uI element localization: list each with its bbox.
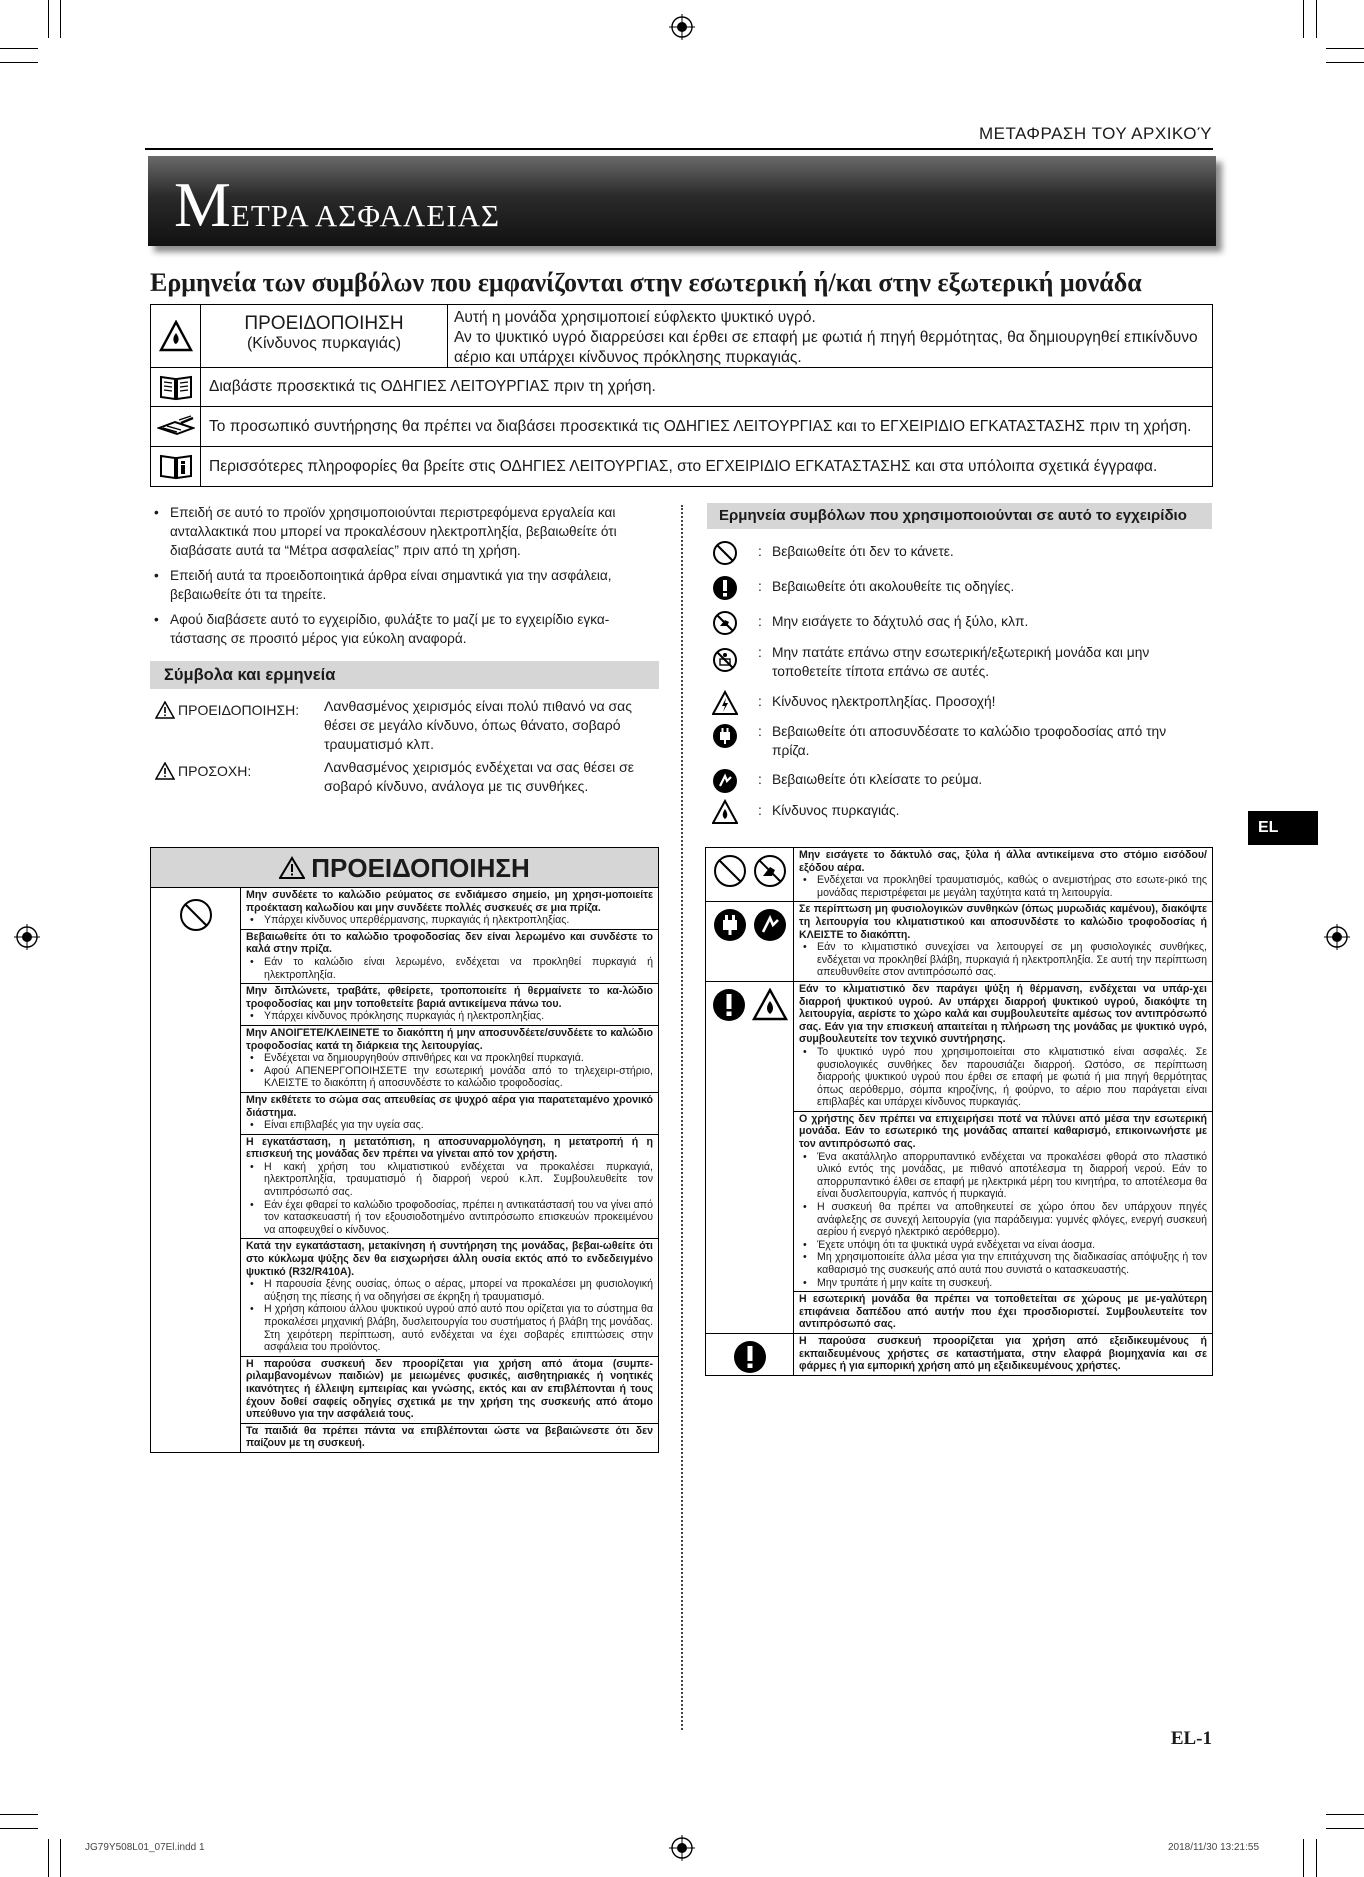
cell-heading: Κατά την εγκατάσταση, μετακίνηση ή συντήρηση της μονάδας, βεβαι-ωθείτε ότι στο κύκλωμα ψύξης δεν θα εισχωρήσει άλλη ουσία εκτός από το ενδεδειγμένο ψυκτικό (R32/R410A). (246, 1240, 653, 1278)
row-cells (794, 902, 1212, 981)
row-cells (794, 848, 1212, 901)
warning-table-header (151, 848, 658, 888)
symbols-section-title: Σύμβολα και ερμηνεία (150, 661, 659, 689)
warning-sublabel: (Κίνδυνος πυρκαγιάς) (246, 335, 402, 352)
crop-mark (48, 0, 49, 38)
title-rest: ΕΤΡΑ ΑΣΦΑΛΕΙΑΣ (230, 198, 501, 233)
registration-mark-icon (669, 1835, 695, 1861)
prohibited-icon (712, 540, 738, 566)
warning-term: ΠΡΟΕΙΔΟΠΟΙΗΣΗ: (178, 702, 300, 718)
cell-bullet: • Η συσκευή θα πρέπει να αποθηκευτεί σε χώρο όπου δεν υπάρχουν πηγές ανάφλεξης σε συνεχή λειτουργία (για παράδειγμα: γυμνές φλόγες, ενεργή συσκευή αερίου ή ενεργό ηλεκτρικό αερόθερμο). (799, 1201, 1207, 1239)
mandatory-icon (733, 1340, 767, 1374)
list-item: • Αφού διαβάσετε αυτό το εγχειρίδιο, φυλάξτε το μαζί με το εγχειρίδιο εγκα-τάστασης σε προσιτό μέρος για εύκολη αναφορά. (150, 610, 660, 648)
cell-bullet: • Εάν το καλώδιο είναι λερωμένο, ενδέχεται να προκληθεί πυρκαγιά ή ηλεκτροπληξία. (246, 956, 653, 981)
electric-shock-icon (712, 690, 738, 716)
page-title (174, 168, 500, 242)
cell-bullet: • Η κακή χρήση του κλιματιστικού ενδέχεται να προκαλέσει πυρκαγιά, ηλεκτροπληξία, τραυματισμό ή διαρροή νερού κ.λπ. Συμβουλευθείτε τον αντιπρόσωπό σας. (246, 1161, 653, 1199)
cell-bullet: • Υπάρχει κίνδυνος υπερθέρμανσης, πυρκαγιάς ή ηλεκτροπληξίας. (246, 914, 653, 927)
row-icons (706, 1334, 794, 1375)
no-finger-icon (753, 854, 787, 888)
row-icons (706, 982, 794, 1333)
cell-heading: Μην εκθέτετε το σώμα σας απευθείας σε ψυχρό αέρα για παρατεταμένο χρονικό διάστημα. (246, 1093, 653, 1119)
fire-hazard-icon (752, 988, 788, 1022)
language-tab: EL (1248, 811, 1318, 845)
power-off-icon (753, 908, 787, 942)
manual-symbols-title: Ερμηνεία συμβόλων που χρησιμοποιούνται σε αυτό το εγχειρίδιο (707, 503, 1212, 529)
symbol-row-warning (151, 305, 1212, 367)
symbol-meaning: Κίνδυνος πυρκαγιάς. (772, 803, 900, 818)
cell-bullet: • Υπάρχει κίνδυνος πρόκλησης πυρκαγιάς ή ηλεκτροπληξίας. (246, 1010, 653, 1023)
service-manual-icon (151, 407, 201, 446)
table-cell (794, 848, 1212, 901)
column-divider (681, 505, 683, 1730)
footer-date: 2018/11/30 13:21:55 (1168, 1842, 1260, 1853)
mandatory-icon (712, 988, 746, 1022)
table-cell (241, 983, 658, 1025)
fire-hazard-icon (712, 799, 738, 825)
crop-mark (1316, 0, 1317, 38)
cell-bullet: • Είναι επιβλαβές για την υγεία σας. (246, 1119, 653, 1132)
prohibited-icon (179, 898, 213, 932)
symbol-row-service (151, 406, 1212, 446)
caution-definition: Λανθασμένος χειρισμός ενδέχεται να σας θέσει σε σοβαρό κίνδυνο, ανάλογα με τις συνθήκες. (324, 759, 635, 794)
crop-mark (1326, 62, 1364, 63)
cell-bullet: • Έχετε υπόψη ότι τα ψυκτικά υγρά ενδέχεται να είναι άοσμα. (799, 1239, 1207, 1252)
warning-triangle-icon (155, 701, 175, 719)
table-row (706, 1333, 1212, 1375)
cell-bullet: • Εάν έχει φθαρεί το καλώδιο τροφοδοσίας, πρέπει η αντικατάστασή του να γίνει από τον κατασκευαστή ή τον εξουσιοδοτημένο αντιπρόσωπο επισκευών προκειμένου να αποφευχθεί ο κίνδυνος. (246, 1199, 653, 1237)
crop-mark (1326, 1828, 1364, 1829)
no-step-icon (712, 647, 738, 673)
warning-description (448, 305, 1212, 367)
fire-warning-icon (151, 305, 201, 367)
symbol-meaning: Βεβαιωθείτε ότι δεν το κάνετε. (772, 544, 954, 559)
table-row (706, 901, 1212, 981)
table-cell (241, 1092, 658, 1134)
table-cell (241, 1238, 658, 1355)
symbol-row-manual (151, 367, 1212, 406)
cell-heading: Βεβαιωθείτε ότι το καλώδιο τροφοδοσίας δεν είναι λερωμένο και συνδέστε το καλά στην πρίζα. (246, 930, 653, 956)
list-item: • Επειδή σε αυτό το προϊόν χρησιμοποιούνται περιστρεφόμενα εργαλεία και ανταλλακτικά που μπορεί να προκαλέσουν ηλεκτροπληξία, βεβαιωθείτε ότι διαβάσατε αυτά τα “Μέτρα ασφαλείας” πριν από τη χρήση. (150, 503, 660, 560)
cell-heading: Η εσωτερική μονάδα θα πρέπει να τοποθετείται σε χώρους με με-γαλύτερη επιφάνεια δαπέδου από αυτήν που έχει προσδιοριστεί. Συμβουλευτείτε τον αντιπρόσωπό σας. (799, 1293, 1207, 1331)
cell-bullet: • Ενδέχεται να προκληθεί τραυματισμός, καθώς ο ανεμιστήρας στο εσωτε-ρικό της μονάδας περιστρέφεται με μεγάλη ταχύτητα κατά τη λειτουργία. (799, 874, 1207, 899)
crop-mark (48, 1839, 49, 1877)
table-cell (241, 888, 658, 929)
crop-mark (1303, 0, 1304, 38)
right-warning-table (705, 847, 1213, 1376)
symbol-meaning: Βεβαιωθείτε ότι κλείσατε το ρεύμα. (772, 772, 983, 787)
caution-triangle-icon (155, 762, 175, 780)
registration-mark-icon (669, 14, 695, 40)
symbol-meaning: Βεβαιωθείτε ότι ακολουθείτε τις οδηγίες. (772, 579, 1015, 594)
symbol-meaning: Μην εισάγετε το δάχτυλό σας ή ξύλο, κλπ. (772, 614, 1029, 629)
warning-table (150, 847, 659, 1453)
warning-line-1: Αυτή η μονάδα χρησιμοποιεί εύφλεκτο ψυκτικό υγρό. (454, 309, 816, 326)
cell-heading: Μην διπλώνετε, τραβάτε, φθείρετε, τροποποιείτε ή θερμαίνετε το κα-λώδιο τροφοδοσίας και μην τοποθετείτε βαριά αντικείμενα πάνω του. (246, 985, 653, 1010)
table-cell (794, 982, 1212, 1111)
cell-heading: Μην εισάγετε το δάκτυλό σας, ξύλα ή άλλα αντικείμενα στο στόμιο εισόδου/εξόδου αέρα. (799, 849, 1207, 874)
crop-mark (1303, 1839, 1304, 1877)
cell-heading: Τα παιδιά θα πρέπει πάντα να επιβλέπονται ώστε να βεβαιώνεστε ότι δεν παίζουν με τη συσκευή. (246, 1424, 653, 1450)
cell-heading: Ο χρήστης δεν πρέπει να επιχειρήσει ποτέ να πλύνει από μέσα την εσωτερική μονάδα. Εάν το εσωτερικό της μονάδας απαιτεί καθαρισμό, επικοινωνήστε με τον αντιπρόσωπό σας. (799, 1112, 1207, 1151)
cell-bullet: • Εάν το κλιματιστικό συνεχίσει να λειτουργεί σε μη φυσιολογικές συνθήκες, ενδέχεται να προκληθεί βλάβη, πυρκαγιά ή ηλεκτροπληξία. Σε αυτή την περίπτωση απευθυνθείτε στον αντιπρόσωπό σας. (799, 941, 1207, 979)
registration-mark-icon (1324, 924, 1350, 950)
table-cell (241, 1134, 658, 1239)
info-manual-icon (151, 447, 201, 486)
warning-definition: Λανθασμένος χειρισμός είναι πολύ πιθανό να σας θέσει σε μεγάλο κίνδυνο, όπως θάνατο, σοβαρό τραυματισμό κλπ. (324, 698, 633, 752)
crop-mark (0, 62, 38, 63)
cell-heading: Μην συνδέετε το καλώδιο ρεύματος σε ενδιάμεσο σημείο, μη χρησι-μοποιείτε προέκταση καλωδίου και μην συνδέετε πολλές συσκευές σε μια πρίζα. (246, 889, 653, 914)
symbol-row-info (151, 446, 1212, 486)
cell-bullet: • Αφού ΑΠΕΝΕΡΓΟΠΟΙΗΣΕΤΕ την εσωτερική μονάδα από το τηλεχειρι-στήριο, ΚΛΕΙΣΤΕ το διακόπτη ή αποσυνδέστε το καλώδιο τροφοδοσίας. (246, 1065, 653, 1090)
crop-mark (0, 1828, 38, 1829)
service-instruction: Το προσωπικό συντήρησης θα πρέπει να διαβάσει προσεκτικά τις ΟΔΗΓΙΕΣ ΛΕΙΤΟΥΡΓΙΑΣ και το ΕΓΧΕΙΡΙΔΙΟ ΕΓΚΑΤΑΣΤΑΣΗΣ πριν τη χρήση. (209, 417, 1192, 435)
list-item: • Επειδή αυτά τα προειδοποιητικά άρθρα είναι σημαντικά για την ασφάλεια, βεβαιωθείτε ότι τα τηρείτε. (150, 566, 660, 604)
warning-table-body (151, 888, 658, 1452)
cell-heading: Σε περίπτωση μη φυσιολογικών συνθηκών (όπως μυρωδιάς καμένου), διακόψτε τη λειτουργία του κλιματιστικού και αποσυνδέστε το καλώδιο τροφοδοσίας ή ΚΛΕΙΣΤΕ το διακόπτη. (799, 903, 1207, 941)
cell-heading: Η εγκατάσταση, η μετατόπιση, η αποσυναρμολόγηση, η μετατροπή ή η επισκευή της μονάδας δεν πρέπει να γίνεται από τον χρήστη. (246, 1135, 653, 1161)
manual-instruction: Διαβάστε προσεκτικά τις ΟΔΗΓΙΕΣ ΛΕΙΤΟΥΡΓΙΑΣ πριν τη χρήση. (209, 378, 656, 395)
symbol-meaning: Βεβαιωθείτε ότι αποσυνδέσατε το καλώδιο τροφοδοσίας από την πρίζα. (772, 724, 1167, 758)
table-cell (241, 929, 658, 983)
cell-heading: Η παρούσα συσκευή δεν προορίζεται για χρήση από άτομα (συμπε-ριλαμβανομένων παιδιών) με μειωμένες φυσικές, αισθητηριακές ή νοητικές ικανότητες ή έλλειψη εμπειρίας και γνώσης, εκτός και αν επιβλέπονται ή τους έχουν δοθεί σαφείς οδηγίες σχετικά με την χρήση της συσκευής από άτομο υπεύθυνο για την ασφάλειά τους. (246, 1357, 653, 1421)
caution-term: ΠΡΟΣΟΧΗ: (178, 763, 252, 779)
cell-bullet: • Η παρουσία ξένης ουσίας, όπως ο αέρας, μπορεί να προκαλέσει μη φυσιολογική αύξηση της πίεσης ή να οδηγήσει σε έκρηξη ή τραυματισμό. (246, 1278, 653, 1303)
cell-bullet: • Η χρήση κάποιου άλλου ψυκτικού υγρού από αυτό που ορίζεται για το σύστημα θα προκαλέσει μηχανική βλάβη, δυσλειτουργία του συστήματος ή βλάβη της μονάδας. Στη χειρότερη περίπτωση, αυτό ενδέχεται να έχει σοβαρές επιπτώσεις στην ασφάλεια του προϊόντος. (246, 1303, 653, 1353)
cell-heading: Εάν το κλιματιστικό δεν παράγει ψύξη ή θέρμανση, ενδέχεται να υπάρ-χει διαρροή ψυκτικού υγρού. Αν υπάρχει διαρροή ψυκτικού υγρού, διακόψτε τη λειτουργία, αερίστε το χώρο καλά και συμβουλευτείτε αμέσως τον αντιπρόσωπό σας. Εάν για την επισκευή απαιτείται η πλήρωση της μονάδας με ψυκτικό υγρό, συμβουλευτείτε τον τεχνικό συντήρησης. (799, 982, 1207, 1046)
crop-mark (1326, 1814, 1364, 1815)
table-row (706, 981, 1212, 1333)
warning-table-title: ΠΡΟΕΙΔΟΠΟΙΗΣΗ (311, 853, 530, 883)
warning-table-cells (241, 888, 658, 1452)
table-cell (794, 1111, 1212, 1291)
cell-bullet: • Μην τρυπάτε ή μην καίτε τη συσκευή. (799, 1277, 1207, 1290)
table-cell (794, 1291, 1212, 1333)
cell-heading: Η παρούσα συσκευή προορίζεται για χρήση από εξειδικευμένους ή εκπαιδευμένους χρήστες σε καταστήματα, στην ελαφρά βιομηχανία και σε φάρμες ή για εμπορική χρήση από μη εξειδικευμένους χρήστες. (799, 1334, 1207, 1373)
footer-file: JG79Y508L01_07El.indd 1 (85, 1842, 205, 1853)
table-cell (794, 1334, 1212, 1375)
crop-mark (0, 48, 38, 49)
no-finger-icon (712, 610, 738, 636)
info-instruction: Περισσότερες πληροφορίες θα βρείτε στις ΟΔΗΓΙΕΣ ΛΕΙΤΟΥΡΓΙΑΣ, στο ΕΓΧΕΙΡΙΔΙΟ ΕΓΚΑΤΑΣΤΑΣΗΣ και στα υπόλοιπα σχετικά έγγραφα. (209, 457, 1158, 475)
cell-heading: Μην ΑΝΟΙΓΕΤΕ/ΚΛΕΙΝΕΤΕ το διακόπτη ή μην αποσυνδέετε/συνδέετε το καλώδιο τροφοδοσίας κατά τη διάρκεια της λειτουργίας. (246, 1026, 653, 1052)
crop-mark (1326, 48, 1364, 49)
intro-bullets (150, 503, 660, 654)
section-subtitle: Ερμηνεία των συμβόλων που εμφανίζονται στην εσωτερική ή/και στην εξωτερική μονάδα (150, 268, 1142, 297)
crop-mark (1316, 1839, 1317, 1877)
table-row (706, 848, 1212, 901)
title-banner (148, 156, 1216, 246)
warning-icon-column (151, 888, 241, 1452)
table-cell (241, 1423, 658, 1452)
cell-bullet: • Μη χρησιμοποιείτε άλλα μέσα για την επιτάχυνση της διαδικασίας απόψυξης ή τον καθαρισμό της συσκευής από αυτά που συνιστά ο κατασκευαστής. (799, 1251, 1207, 1276)
cell-bullet: • Ενδέχεται να δημιουργηθούν σπινθήρες και να προκληθεί πυρκαγιά. (246, 1052, 653, 1065)
row-icons (706, 902, 794, 981)
crop-mark (0, 1814, 38, 1815)
prohibited-icon (713, 854, 747, 888)
warning-triangle-icon (279, 856, 305, 880)
row-cells (794, 1334, 1212, 1375)
table-cell (241, 1025, 658, 1092)
row-cells (794, 982, 1212, 1333)
crop-mark (60, 1839, 61, 1877)
symbol-meaning: Κίνδυνος ηλεκτροπληξίας. Προσοχή! (772, 694, 996, 709)
table-cell (794, 902, 1212, 981)
table-cell (241, 1356, 658, 1423)
header-rule (145, 148, 1213, 150)
page-number: EL-1 (1170, 1728, 1212, 1749)
registration-mark-icon (14, 924, 40, 950)
warning-label: ΠΡΟΕΙΔΟΠΟΙΗΣΗ (244, 313, 404, 334)
cell-bullet: • Ένα ακατάλληλο απορρυπαντικό ενδέχεται να προκαλέσει φθορά στο πλαστικό υλικό εντός της μονάδας, με πιθανό αποτέλεσμα τη διαρροή νερού. Εάν το απορρυπαντικό έλθει σε επαφή με ηλεκτρικά μέρη του κινητήρα, το αποτέλεσμα θα είναι δυσλειτουργία, καπνός ή πυρκαγιά. (799, 1151, 1207, 1201)
power-off-icon (712, 768, 738, 794)
crop-mark (60, 0, 61, 38)
row-icons (706, 848, 794, 901)
unplug-icon (713, 908, 747, 942)
warning-line-2: Αν το ψυκτικό υγρό διαρρεύσει και έρθει σε επαφή με φωτιά ή πηγή θερμότητας, θα δημιουργηθεί επικίνδυνο αέριο και υπάρχει κίνδυνος πρόκλησης πυρκαγιάς. (454, 329, 1198, 366)
warning-label-cell (201, 305, 448, 367)
symbol-meaning: Μην πατάτε επάνω στην εσωτερική/εξωτερική μονάδα και μην τοποθετείτε τίποτα επάνω σε αυτές. (772, 645, 1150, 679)
cell-bullet: • Το ψυκτικό υγρό που χρησιμοποιείται στο κλιματιστικό είναι ασφαλές. Σε φυσιολογικές συνθήκες δεν παρουσιάζει διαρροή. Ωστόσο, σε περίπτωση διαρροής ψυκτικού υγρού που έρθει σε επαφή με φωτιά ή μια πηγή θερμότητας όπως αερόθερμο, σόμπα κηροζίνης, ή φούρνο, το αέριο που παράγεται είναι επιβλαβές και υπάρχει κίνδυνος πυρκαγιάς. (799, 1046, 1207, 1109)
open-book-icon (151, 368, 201, 406)
unplug-icon (712, 723, 738, 749)
symbol-table (150, 304, 1213, 487)
mandatory-icon (712, 575, 738, 601)
title-initial: Μ (174, 169, 231, 240)
document-header: ΜΕΤΑΦΡΑΣΗ ΤΟΥ ΑΡΧΙΚΟΎ (978, 124, 1212, 143)
